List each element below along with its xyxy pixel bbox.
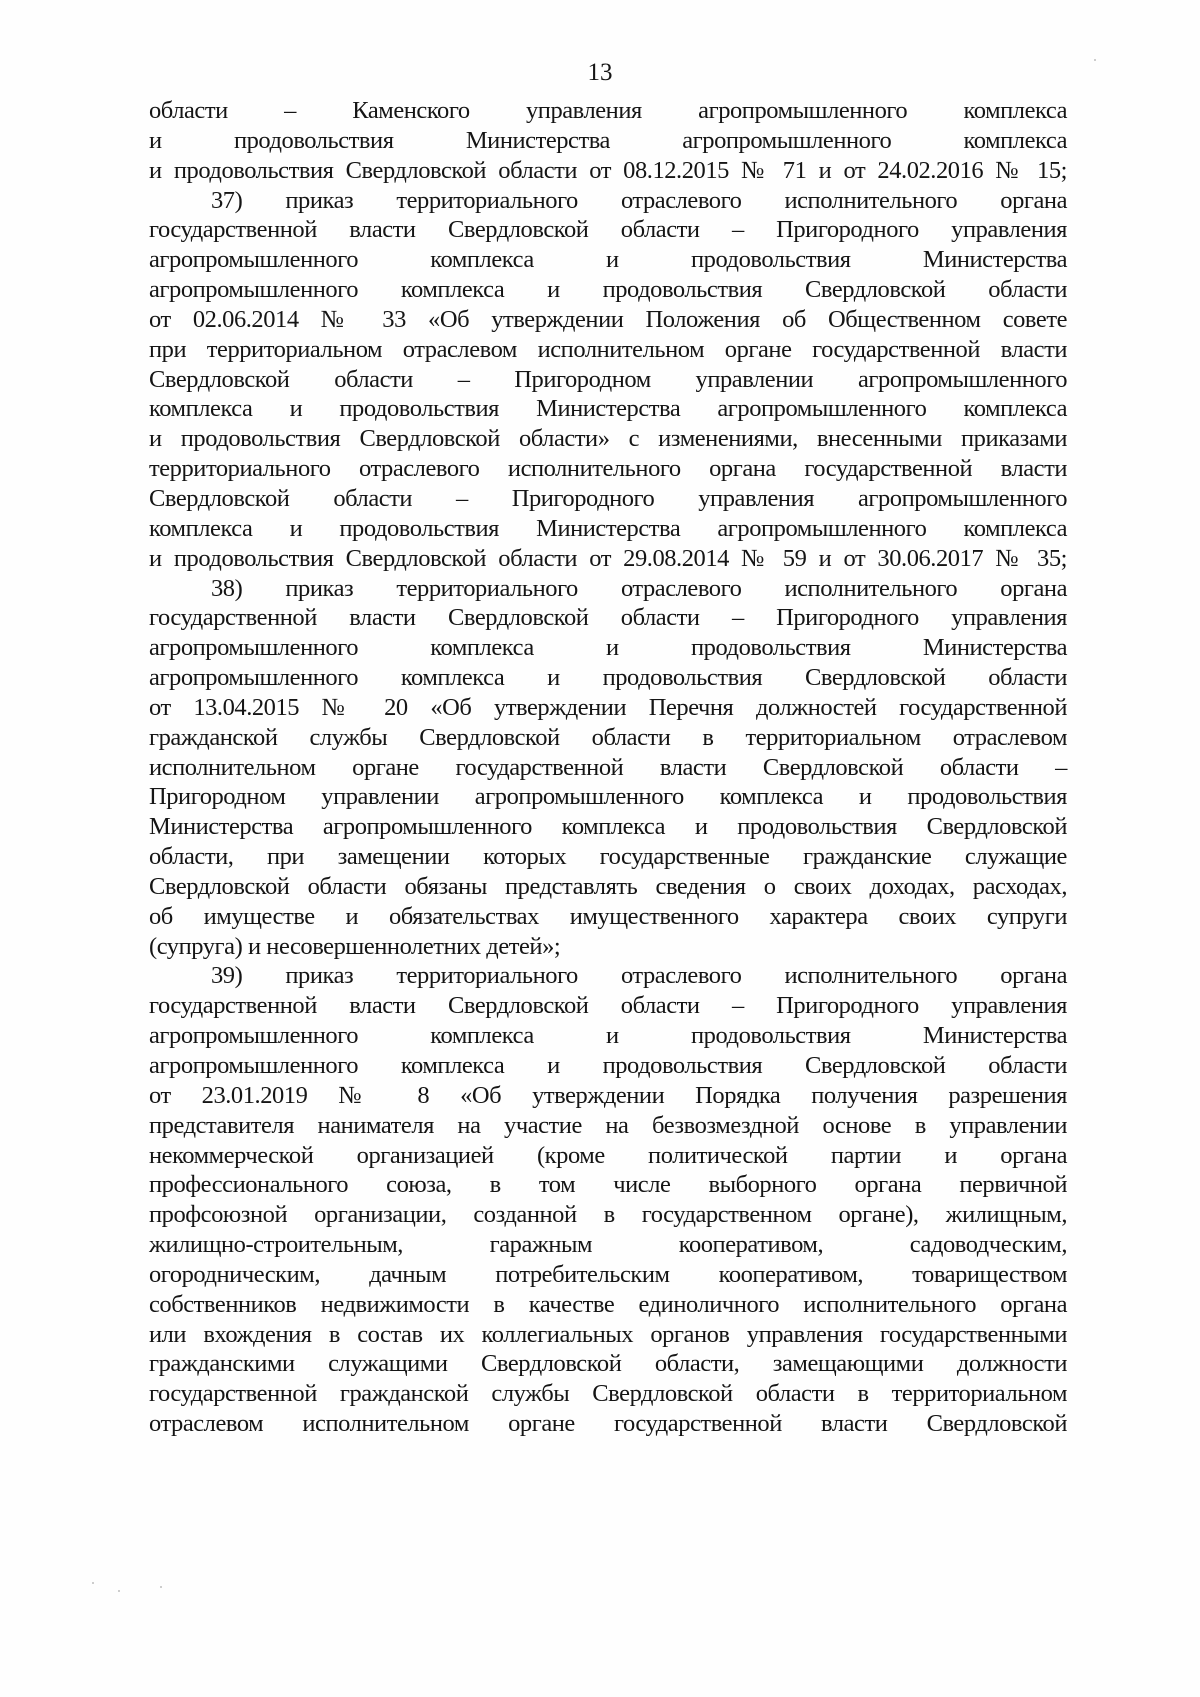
text-line: агропромышленного комплекса и продовольствия Министерства (149, 246, 1067, 274)
text-line: гражданскими служащими Свердловской области, замещающими должности (149, 1350, 1067, 1378)
text-line: агропромышленного комплекса и продовольствия Свердловской области (149, 664, 1067, 692)
text-line: собственников недвижимости в качестве единоличного исполнительного органа (149, 1290, 1067, 1318)
text-line: и продовольствия Свердловской области от 29.08.2014 № 59 и от 30.06.2017 № 35; (149, 544, 1067, 572)
text-line: агропромышленного комплекса и продовольствия Министерства (149, 634, 1067, 662)
text-line: 37) приказ территориального отраслевого исполнительного органа (211, 186, 1067, 214)
scan-artifact (92, 1582, 94, 1584)
text-line: Свердловской области – Пригородном управлении агропромышленного (149, 365, 1067, 393)
text-line: от 13.04.2015 № 20 «Об утверждении Перечня должностей государственной (149, 693, 1067, 721)
text-line: и продовольствия Министерства агропромышленного комплекса (149, 126, 1067, 154)
text-line: государственной гражданской службы Свердловской области в территориальном (149, 1380, 1067, 1408)
document-body (149, 96, 1067, 1439)
paragraph-item-37 (149, 186, 1067, 574)
text-line: об имуществе и обязательствах имущественного характера своих супруги (149, 902, 1067, 930)
text-line: государственной власти Свердловской области – Пригородного управления (149, 604, 1067, 632)
paragraph-item-39 (149, 961, 1067, 1439)
text-line: некоммерческой организацией (кроме политической партии и органа (149, 1141, 1067, 1169)
text-line: агропромышленного комплекса и продовольствия Свердловской области (149, 1052, 1067, 1079)
text-line: 38) приказ территориального отраслевого исполнительного органа (211, 574, 1067, 602)
text-line: профсоюзной организации, созданной в государственном органе), жилищным, (149, 1201, 1067, 1229)
text-line: от 02.06.2014 № 33 «Об утверждении Положения об Общественном совете (149, 305, 1067, 333)
text-line: Пригородном управлении агропромышленного комплекса и продовольствия (149, 783, 1067, 811)
text-line: и продовольствия Свердловской области» с изменениями, внесенными приказами (149, 425, 1067, 453)
page-number: 13 (587, 59, 613, 86)
text-line: от 23.01.2019 № 8 «Об утверждении Порядка получения разрешения (149, 1081, 1067, 1109)
text-line: отраслевом исполнительном органе государственной власти Свердловской (149, 1410, 1067, 1438)
text-line: Свердловской области обязаны представлять сведения о своих доходах, расходах, (149, 872, 1067, 900)
scan-artifact (160, 1586, 162, 1588)
text-line: государственной власти Свердловской области – Пригородного управления (149, 992, 1067, 1020)
text-line: огородническим, дачным потребительским кооперативом, товариществом (149, 1260, 1067, 1288)
text-line: при территориальном отраслевом исполнительном органе государственной власти (149, 335, 1067, 363)
scan-artifact (118, 1590, 120, 1592)
text-line: комплекса и продовольствия Министерства агропромышленного комплекса (149, 514, 1067, 542)
text-line: профессионального союза, в том числе выборного органа первичной (149, 1171, 1067, 1199)
text-line: или вхождения в состав их коллегиальных органов управления государственными (149, 1320, 1067, 1348)
text-line: представителя нанимателя на участие на безвозмездной основе в управлении (149, 1111, 1067, 1139)
paragraph-item-38 (149, 574, 1067, 962)
text-line: агропромышленного комплекса и продовольствия Министерства (149, 1022, 1067, 1050)
text-line: исполнительном органе государственной власти Свердловской области – (149, 753, 1067, 781)
text-line: территориального отраслевого исполнительного органа государственной власти (149, 455, 1067, 483)
text-line: 39) приказ территориального отраслевого исполнительного органа (211, 962, 1067, 990)
paragraph-item-36-continuation (149, 96, 1067, 186)
text-line: и продовольствия Свердловской области от 08.12.2015 № 71 и от 24.02.2016 № 15; (149, 156, 1067, 184)
scan-artifact (1094, 59, 1096, 61)
text-line: (супруга) и несовершеннолетних детей»; (149, 932, 561, 960)
text-line: Министерства агропромышленного комплекса и продовольствия Свердловской (149, 813, 1067, 841)
text-line: жилищно-строительным, гаражным кооперативом, садоводческим, (149, 1231, 1067, 1259)
text-line: государственной власти Свердловской области – Пригородного управления (149, 216, 1067, 244)
text-line: области, при замещении которых государственные гражданские служащие (149, 843, 1067, 871)
text-line: Свердловской области – Пригородного управления агропромышленного (149, 484, 1067, 512)
text-line: агропромышленного комплекса и продовольствия Свердловской области (149, 276, 1067, 304)
text-line: области – Каменского управления агропромышленного комплекса (149, 97, 1067, 124)
text-line: комплекса и продовольствия Министерства агропромышленного комплекса (149, 395, 1067, 423)
text-line: гражданской службы Свердловской области в территориальном отраслевом (149, 723, 1067, 751)
